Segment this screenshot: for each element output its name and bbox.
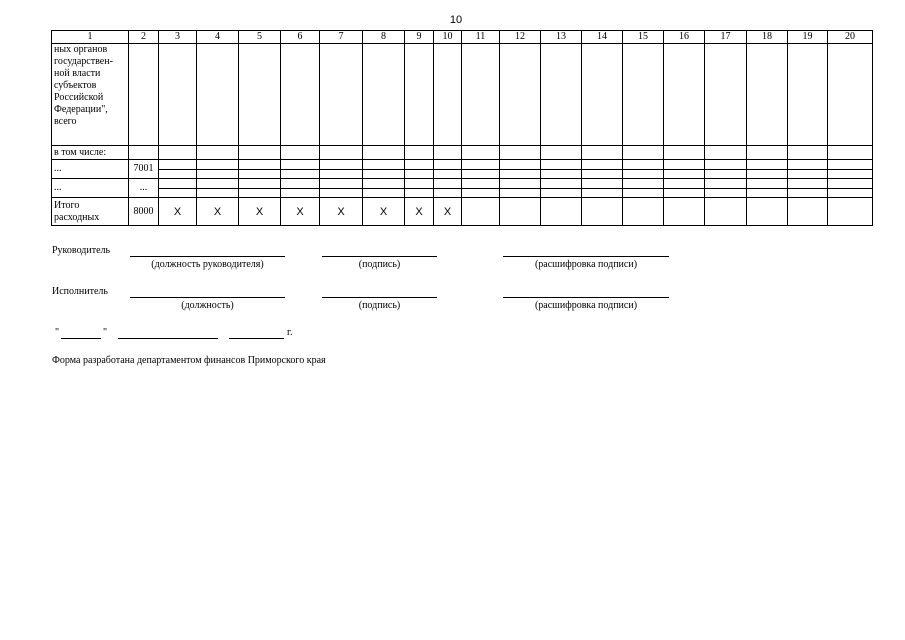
col-header: 12 [500,31,541,44]
cell [434,146,462,160]
executor-signature-line [322,297,437,298]
cell [623,160,664,179]
cell [462,146,500,160]
executor-decoding-caption: (расшифровка подписи) [534,300,638,311]
cell [828,160,873,179]
row-label-main [52,44,129,146]
head-signature-caption: (подпись) [358,259,401,270]
report-table [51,30,873,226]
cell [623,146,664,160]
cell [129,146,159,160]
cell [541,146,582,160]
cell [363,160,405,179]
executor-label: Исполнитель [52,286,108,297]
cell [747,146,788,160]
cell [541,160,582,179]
cell [664,160,705,179]
table-row-including [52,146,873,160]
col-header: 4 [197,31,239,44]
cell [462,179,500,198]
col-header: 8 [363,31,405,44]
col-header: 10 [434,31,462,44]
cell [197,179,239,198]
cell [320,179,363,198]
cell [705,160,747,179]
cell [159,146,197,160]
col-header: 5 [239,31,281,44]
cell [747,160,788,179]
table-row-dots [52,179,873,198]
cell [363,146,405,160]
x-mark: X [363,198,405,226]
head-signature-line [322,256,437,257]
cell [788,160,828,179]
executor-decoding-line [503,297,669,298]
col-header: 15 [623,31,664,44]
executor-signature-caption: (подпись) [358,300,401,311]
cell [129,44,159,146]
col-header: 1 [52,31,129,44]
row-label-line: Федерации", [54,104,108,115]
col-header: 6 [281,31,320,44]
row-label-7001: ... [52,160,129,179]
date-month-line [118,338,218,339]
col-header: 7 [320,31,363,44]
cell [239,160,281,179]
row-label-line: государствен- [54,56,113,67]
cell [582,146,623,160]
cell [788,198,828,226]
form-footer: Форма разработана департаментом финансов Приморского края [52,355,326,366]
date-day-line [61,338,101,339]
cell [664,179,705,198]
cell [500,198,541,226]
cell [405,146,434,160]
cell [747,198,788,226]
cell [320,146,363,160]
col-header: 20 [828,31,873,44]
cell [828,198,873,226]
cell [281,44,320,146]
head-label: Руководитель [52,245,111,256]
cell [363,44,405,146]
cell [239,44,281,146]
cell [747,44,788,146]
cell [664,44,705,146]
cell [281,179,320,198]
cell [788,179,828,198]
cell [788,44,828,146]
table-row-7001 [52,160,873,179]
x-mark: X [197,198,239,226]
cell [239,179,281,198]
row-label-total [52,198,129,226]
cell [664,146,705,160]
cell [281,146,320,160]
cell [623,179,664,198]
cell [500,179,541,198]
row-code-total: 8000 [129,198,159,226]
cell [405,44,434,146]
executor-position-line [130,297,285,298]
col-header: 2 [129,31,159,44]
x-mark: X [434,198,462,226]
cell [363,179,405,198]
cell [405,179,434,198]
cell [281,160,320,179]
row-label-line: расходных [54,211,100,223]
cell [159,44,197,146]
row-label-line: Российской [54,92,104,103]
cell [500,44,541,146]
cell [828,146,873,160]
row-label-line: субъектов [54,80,97,91]
cell [705,146,747,160]
row-label-dots: ... [52,179,129,198]
row-label-line: всего [54,116,77,127]
cell [462,160,500,179]
x-mark: X [239,198,281,226]
head-decoding-line [503,256,669,257]
row-label-including: в том числе: [52,146,129,160]
col-header: 13 [541,31,582,44]
cell [788,146,828,160]
col-header: 18 [747,31,788,44]
date-quote-open: " [55,327,60,338]
col-header: 19 [788,31,828,44]
cell [623,44,664,146]
col-header: 11 [462,31,500,44]
table-row-main [52,44,873,146]
cell [159,179,197,198]
cell [462,44,500,146]
cell [582,44,623,146]
x-mark: X [320,198,363,226]
col-header: 14 [582,31,623,44]
head-decoding-caption: (расшифровка подписи) [534,259,638,270]
cell [664,198,705,226]
table-header-row [52,31,873,44]
x-mark: X [159,198,197,226]
row-code-dots: ... [129,179,159,198]
cell [705,198,747,226]
cell [320,44,363,146]
cell [434,179,462,198]
head-position-caption: (должность руководителя) [151,259,264,270]
cell [705,179,747,198]
cell [500,160,541,179]
cell [405,160,434,179]
row-label-line: ной власти [54,68,101,79]
row-code-7001: 7001 [129,160,159,179]
executor-position-caption: (должность) [181,300,234,311]
cell [623,198,664,226]
cell [197,44,239,146]
x-mark: X [405,198,434,226]
cell [582,179,623,198]
cell [541,44,582,146]
head-position-line [130,256,285,257]
row-label-line: ных органов [54,44,108,55]
col-header: 3 [159,31,197,44]
cell [747,179,788,198]
cell [159,160,197,179]
cell [197,146,239,160]
col-header: 9 [405,31,434,44]
cell [462,198,500,226]
table-row-total [52,198,873,226]
cell [434,44,462,146]
row-label-line: Итого [54,199,80,211]
x-mark: X [281,198,320,226]
cell [541,179,582,198]
date-year-line [229,338,284,339]
date-quote-close: " [103,327,108,338]
cell [582,198,623,226]
page-number: 10 [449,14,463,26]
cell [197,160,239,179]
date-year-suffix: г. [287,327,293,338]
cell [239,146,281,160]
cell [434,160,462,179]
cell [828,179,873,198]
cell [705,44,747,146]
col-header: 16 [664,31,705,44]
col-header: 17 [705,31,747,44]
cell [828,44,873,146]
cell [320,160,363,179]
cell [582,160,623,179]
cell [541,198,582,226]
cell [500,146,541,160]
